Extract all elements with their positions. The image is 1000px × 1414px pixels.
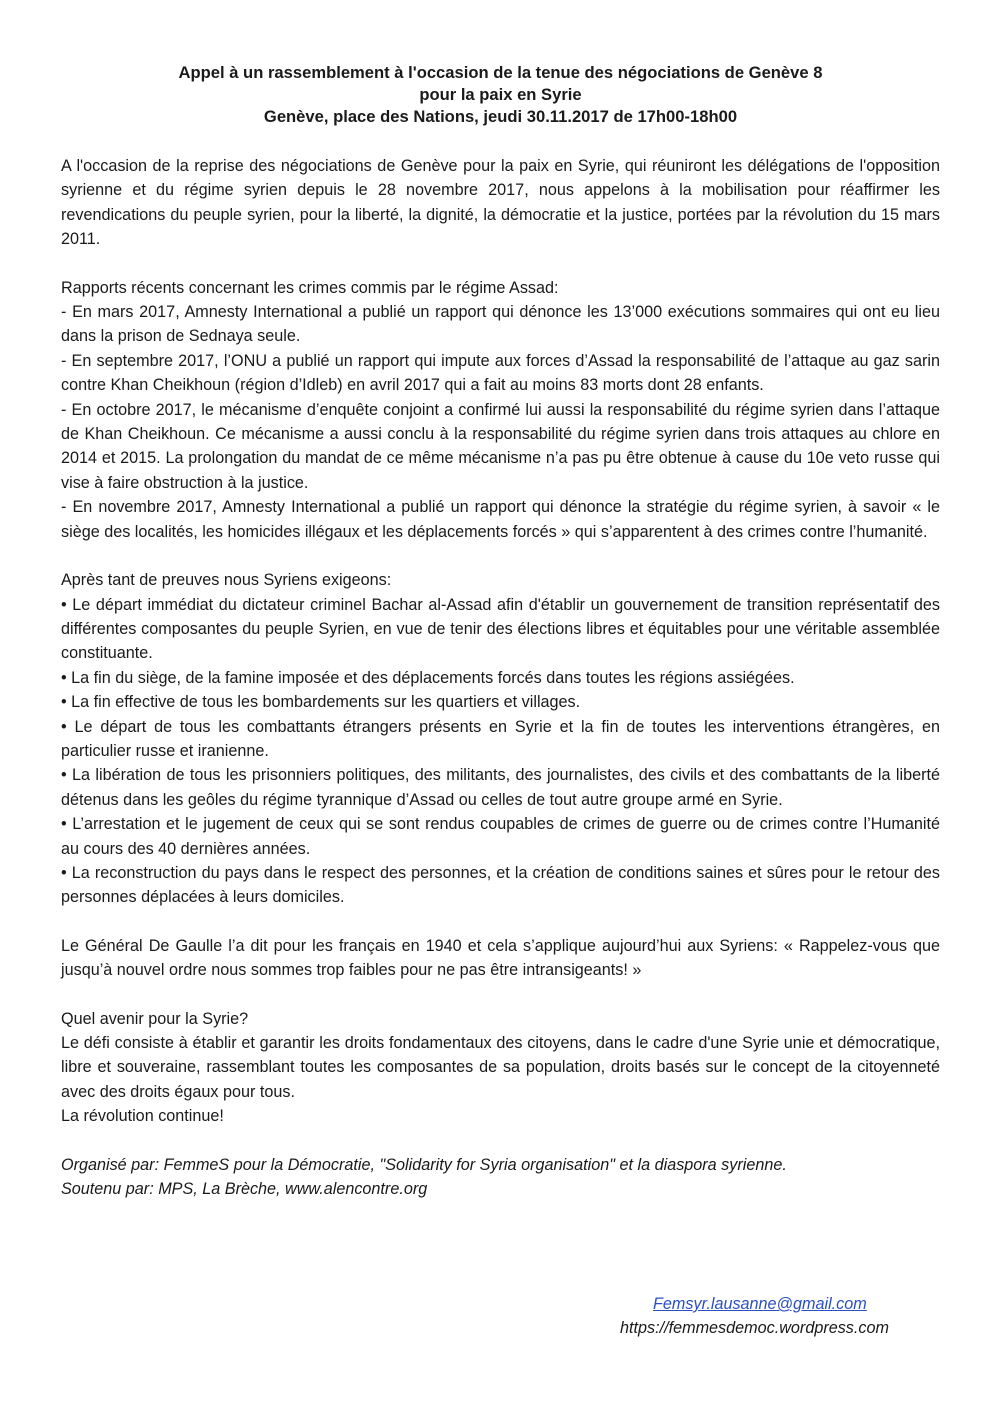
report-item: - En mars 2017, Amnesty International a publié un rapport qui dénonce les 13’000 exécutions sommaires qui ont eu lieu dans la prison de Sednaya seule. [61, 303, 940, 346]
demand-item: • La fin du siège, de la famine imposée et des déplacements forcés dans toutes les régions assiégées. [61, 668, 795, 687]
quote-section [61, 934, 940, 983]
demand-item: • Le départ de tous les combattants étrangers présents en Syrie et la fin de toutes les interventions étrangères, en particulier russe et iranienne. [61, 717, 940, 760]
title-line-2: pour la paix en Syrie [419, 85, 582, 104]
organizers-section [61, 1153, 940, 1202]
document-body [61, 62, 940, 1201]
report-item: - En octobre 2017, le mécanisme d’enquête conjoint a confirmé lui aussi la responsabilité du régime syrien dans l’attaque de Khan Cheikhoun. Ce mécanisme a aussi conclu à la responsabilité du régime syrien dans trois attaques au chlore en 2014 et 2015. La prolongation du mandat de ce même mécanisme n’a pas pu être obtenue à cause du 10e veto russe qui vise à faire obstruction à la justice. [61, 400, 940, 492]
future-heading: Quel avenir pour la Syrie? [61, 1009, 249, 1028]
reports-heading: Rapports récents concernant les crimes commis par le régime Assad: [61, 278, 559, 297]
title-line-1: Appel à un rassemblement à l'occasion de la tenue des négociations de Genève 8 [178, 63, 823, 82]
future-closing: La révolution continue! [61, 1107, 224, 1126]
report-item: - En septembre 2017, l’ONU a publié un rapport qui impute aux forces d’Assad la responsabilité de l’attaque au gaz sarin contre Khan Cheikhoun (région d’Idleb) en avril 2017 qui a fait au moins 83 morts dont 28 enfants. [61, 351, 940, 395]
report-item: - En novembre 2017, Amnesty International a publié un rapport qui dénonce la stratégie du régime syrien, à savoir « le siège des localités, les homicides illégaux et les déplacements forcés » qui s’apparentent à des crimes contre l’humanité. [61, 498, 940, 541]
contact-block [610, 1292, 940, 1341]
document-title [61, 62, 940, 128]
future-body: Le défi consiste à établir et garantir les droits fondamentaux des citoyens, dans le cadre d'une Syrie unie et démocratique, libre et souveraine, rassemblant toutes les composantes de sa population, droits basés sur le concept de la citoyenneté avec des droits égaux pour tous. [61, 1034, 940, 1101]
de-gaulle-quote: Le Général De Gaulle l’a dit pour les français en 1940 et cela s’applique aujourd’hui aux Syriens: « Rappelez-vous que jusqu’à nouvel ordre nous sommes trop faibles pour ne pas être intransigeants! » [61, 936, 940, 980]
website-text: https://femmesdemoc.wordpress.com [620, 1319, 889, 1338]
demand-item: • L’arrestation et le jugement de ceux qui se sont rendus coupables de crimes de guerre ou de crimes contre l’Humanité au cours des 40 dernières années. [61, 815, 940, 858]
demands-section [61, 568, 940, 910]
demand-item: • La reconstruction du pays dans le respect des personnes, et la création de conditions saines et sûres pour le retour des personnes déplacées à leurs domiciles. [61, 863, 940, 907]
title-line-3: Genève, place des Nations, jeudi 30.11.2017 de 17h00-18h00 [263, 107, 738, 126]
demand-item: • La libération de tous les prisonniers politiques, des militants, des journalistes, des civils et des combattants de la liberté détenus dans les geôles du régime tyrannique d’Assad ou celles de tout autre groupe armé en Syrie. [61, 766, 940, 809]
supported-by: Soutenu par: MPS, La Brèche, www.alencontre.org [61, 1180, 428, 1199]
email-link[interactable]: Femsyr.lausanne@gmail.com [653, 1295, 867, 1313]
demand-item: • Le départ immédiat du dictateur criminel Bachar al-Assad afin d'établir un gouvernement de transition représentatif des différentes composantes du peuple Syrien, en vue de tenir des élections libres et équitables pour une véritable assemblée constituante. [61, 595, 940, 663]
organized-by: Organisé par: FemmeS pour la Démocratie, "Solidarity for Syria organisation" et la diaspora syrienne. [61, 1155, 787, 1174]
intro-section [61, 154, 940, 252]
intro-paragraph: A l'occasion de la reprise des négociations de Genève pour la paix en Syrie, qui réuniront les délégations de l'opposition syrienne et du régime syrien depuis le 28 novembre 2017, nous appelons à la mobilisation pour réaffirmer les revendications du peuple syrien, pour la liberté, la dignité, la démocratie et la justice, portées par la révolution du 15 mars 2011. [61, 157, 940, 249]
reports-section [61, 276, 940, 544]
demand-item: • La fin effective de tous les bombardements sur les quartiers et villages. [61, 693, 581, 712]
demands-heading: Après tant de preuves nous Syriens exigeons: [61, 571, 392, 590]
future-section [61, 1007, 940, 1129]
